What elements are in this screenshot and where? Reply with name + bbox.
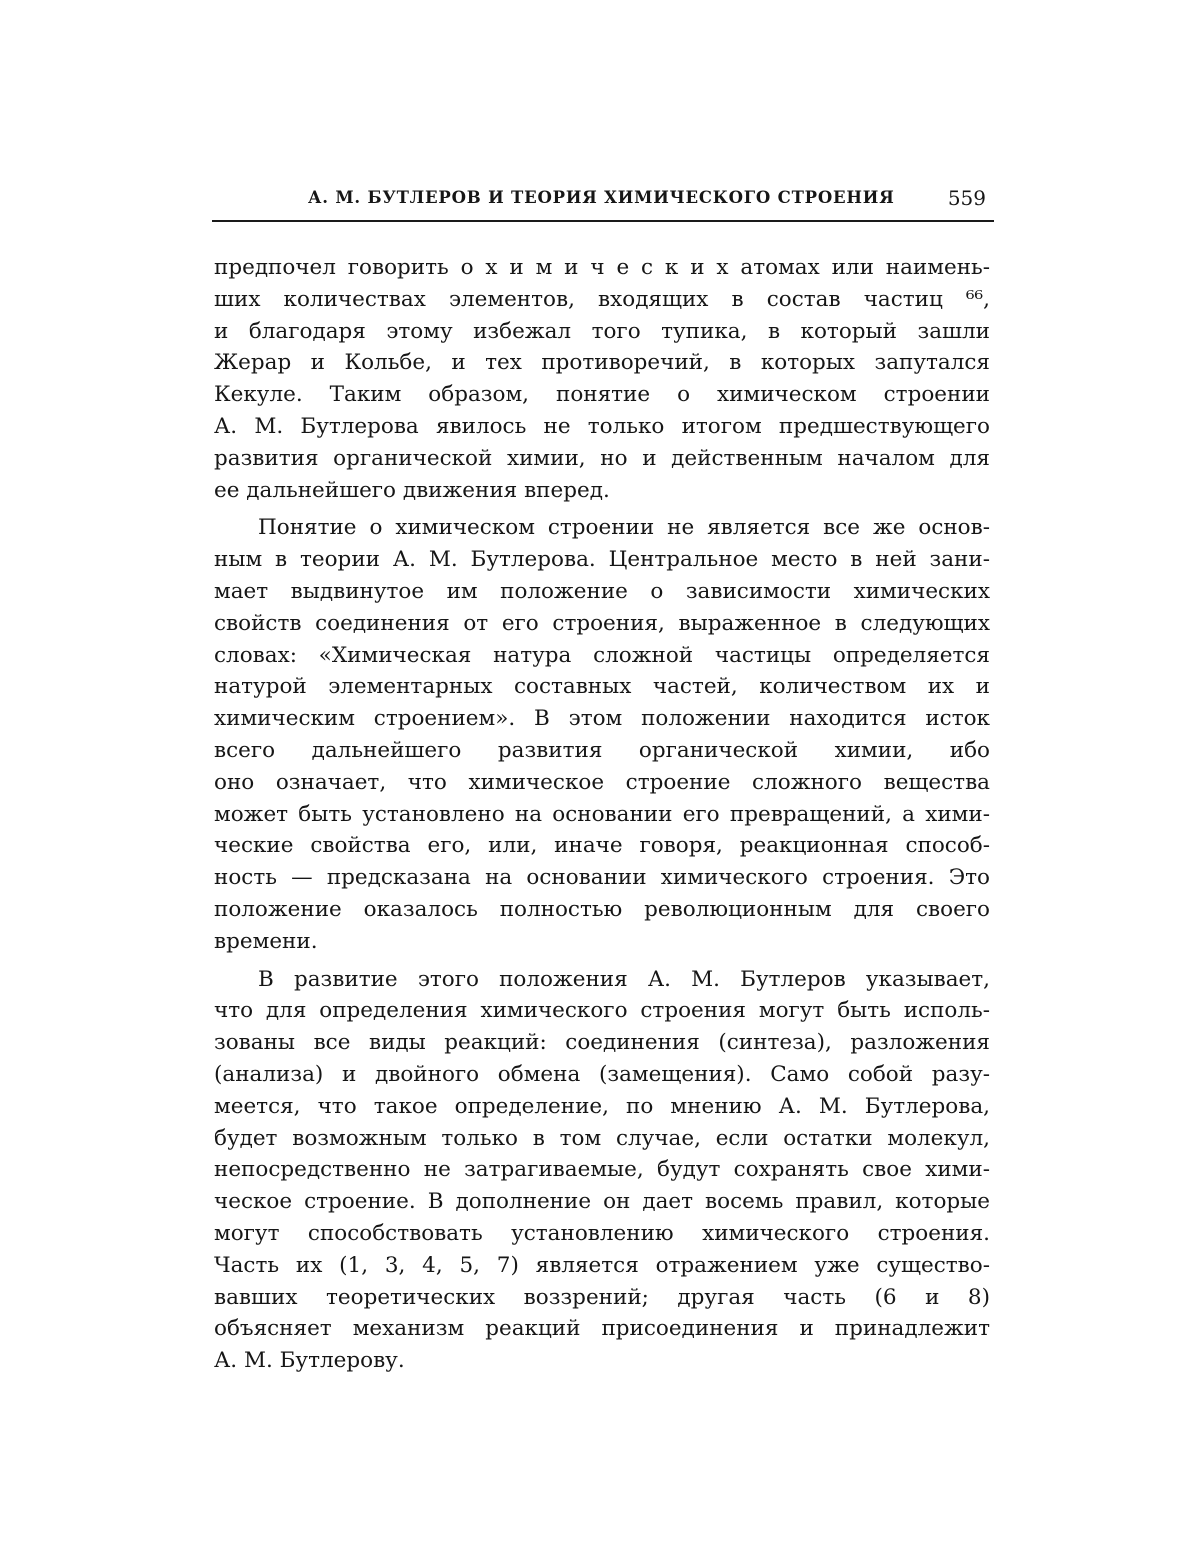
text-line: непосредственно не затрагиваемые, будут сохранять свое хими- (214, 1157, 990, 1183)
paragraph-2 (214, 512, 990, 957)
text-line: Понятие о химическом строении не является все же основ- (258, 515, 990, 541)
text-line: что для определения химического строения могут быть исполь- (214, 998, 990, 1024)
text-line: Жерар и Кольбе, и тех противоречий, в которых запутался (214, 350, 990, 376)
body-text (214, 252, 990, 1377)
text-line: Кекуле. Таким образом, понятие о химическом строении (214, 382, 990, 408)
text-line: оно означает, что химическое строение сложного вещества (214, 769, 990, 795)
text-line: времени. (214, 928, 318, 954)
text-line: В развитие этого положения А. М. Бутлеров указывает, (258, 966, 990, 992)
running-header (212, 186, 994, 222)
text-line: положение оказалось полностью революционным для своего (214, 896, 990, 922)
page-number: 559 (947, 186, 986, 210)
text-line: ческие свойства его, или, иначе говоря, реакционная способ- (214, 833, 990, 859)
running-title: А. М. БУТЛЕРОВ И ТЕОРИЯ ХИМИЧЕСКОГО СТРОЕНИЯ (308, 188, 895, 207)
text-line: А. М. Бутлерова явилось не только итогом предшествующего (214, 413, 990, 439)
text-line: развития органической химии, но и действенным началом для (214, 445, 990, 471)
paragraph-1 (214, 252, 990, 506)
text-line: ее дальнейшего движения вперед. (214, 477, 610, 503)
text-line: ным в теории А. М. Бутлерова. Центральное место в ней зани- (214, 547, 990, 573)
text-line: могут способствовать установлению химического строения. (214, 1220, 990, 1246)
text-line: может быть установлено на основании его превращений, а хими- (214, 801, 990, 827)
text-line: Часть их (1, 3, 4, 5, 7) является отражением уже существо- (214, 1252, 990, 1278)
text-line: всего дальнейшего развития органической химии, ибо (214, 737, 990, 763)
text-line: мает выдвинутое им положение о зависимости химических (214, 578, 990, 604)
text-line: объясняет механизм реакций присоединения и принадлежит (214, 1316, 990, 1342)
paragraph-3 (214, 964, 990, 1377)
text-line: зованы все виды реакций: соединения (синтеза), разложения (214, 1030, 990, 1056)
text-line: ность — предсказана на основании химического строения. Это (214, 865, 990, 891)
text-line: А. М. Бутлерову. (214, 1348, 405, 1374)
text-line: будет возможным только в том случае, если остатки молекул, (214, 1125, 990, 1151)
text-line: свойств соединения от его строения, выраженное в следующих (214, 610, 990, 636)
text-line: натурой элементарных составных частей, количеством их и (214, 674, 990, 700)
text-line: и благодаря этому избежал того тупика, в который зашли (214, 318, 990, 344)
text-line: меется, что такое определение, по мнению А. М. Бутлерова, (214, 1093, 990, 1119)
text-line: вавших теоретических воззрений; другая часть (6 и 8) (214, 1284, 990, 1310)
text-line: ших количествах элементов, входящих в состав частиц ⁶⁶, (214, 286, 990, 312)
text-line: словах: «Химическая натура сложной частицы определяется (214, 642, 990, 668)
text-line: ческое строение. В дополнение он дает восемь правил, которые (214, 1189, 990, 1215)
text-line: (анализа) и двойного обмена (замещения). Само собой разу- (214, 1061, 990, 1087)
text-line: химическим строением». В этом положении находится исток (214, 706, 990, 732)
text-line: предпочел говорить о х и м и ч е с к и х атомах или наимень- (214, 255, 990, 280)
